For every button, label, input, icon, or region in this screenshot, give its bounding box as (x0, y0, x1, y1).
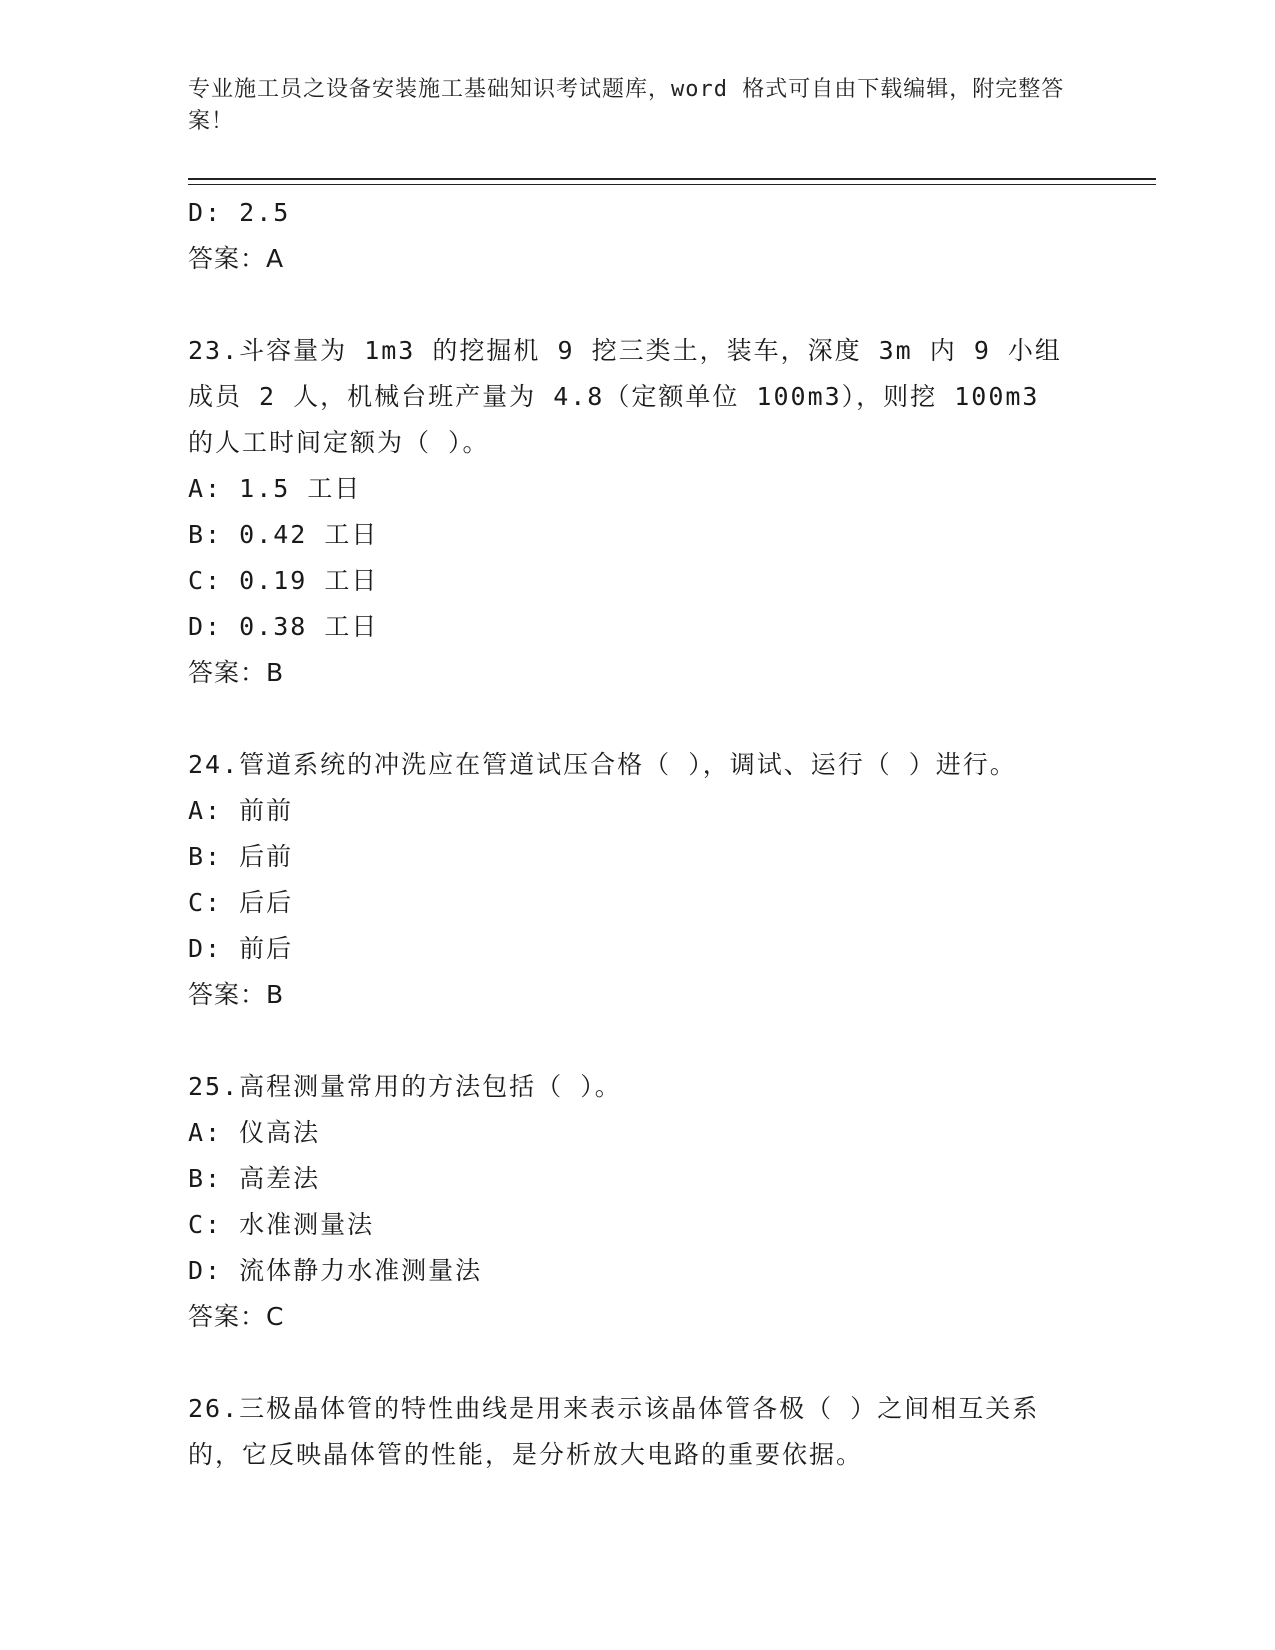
question-25-answer: 答案：C (188, 1302, 285, 1331)
question-23-option-b: B: 0.42 工日 (188, 520, 379, 549)
question-23-option-d: D: 0.38 工日 (188, 612, 379, 641)
question-24-option-d: D: 前后 (188, 934, 294, 963)
question-24-option-c: C: 后后 (188, 888, 294, 917)
document-header: 专业施工员之设备安装施工基础知识考试题库，word 格式可自由下载编辑，附完整答案！ (188, 77, 1065, 134)
header-rule-thin (188, 184, 1156, 185)
question-24-option-a: A: 前前 (188, 796, 294, 825)
question-25-option-c: C: 水准测量法 (188, 1210, 375, 1239)
question-25-option-d: D: 流体静力水准测量法 (188, 1256, 483, 1285)
question-25-option-b: B: 高差法 (188, 1164, 321, 1193)
question-23-option-c: C: 0.19 工日 (188, 566, 379, 595)
spacer (188, 696, 1088, 742)
question-24-stem: 24.管道系统的冲洗应在管道试压合格（ ），调试、运行（ ）进行。 (188, 750, 1017, 779)
answer-line: 答案：A (188, 244, 285, 273)
spacer (188, 1340, 1088, 1386)
question-25-option-a: A: 仪高法 (188, 1118, 321, 1147)
question-24-answer: 答案：B (188, 980, 285, 1009)
spacer (188, 1018, 1088, 1064)
document-body (188, 190, 1088, 1478)
option-d: D: 2.5 (188, 198, 291, 227)
spacer (188, 282, 1088, 328)
question-23-answer: 答案：B (188, 658, 285, 687)
header-rule-thick (188, 178, 1156, 180)
question-23-stem: 23.斗容量为 1m3 的挖掘机 9 挖三类土，装车，深度 3m 内 9 小组成员 2 人，机械台班产量为 4.8（定额单位 100m3），则挖 100m3 的人工时间定额为（ ）。 (188, 336, 1062, 457)
question-26-stem: 26.三极晶体管的特性曲线是用来表示该晶体管各极（ ）之间相互关系的，它反映晶体管的性能，是分析放大电路的重要依据。 (188, 1394, 1040, 1469)
question-25-stem: 25.高程测量常用的方法包括（ ）。 (188, 1072, 622, 1101)
question-23-option-a: A: 1.5 工日 (188, 474, 362, 503)
question-24-option-b: B: 后前 (188, 842, 294, 871)
